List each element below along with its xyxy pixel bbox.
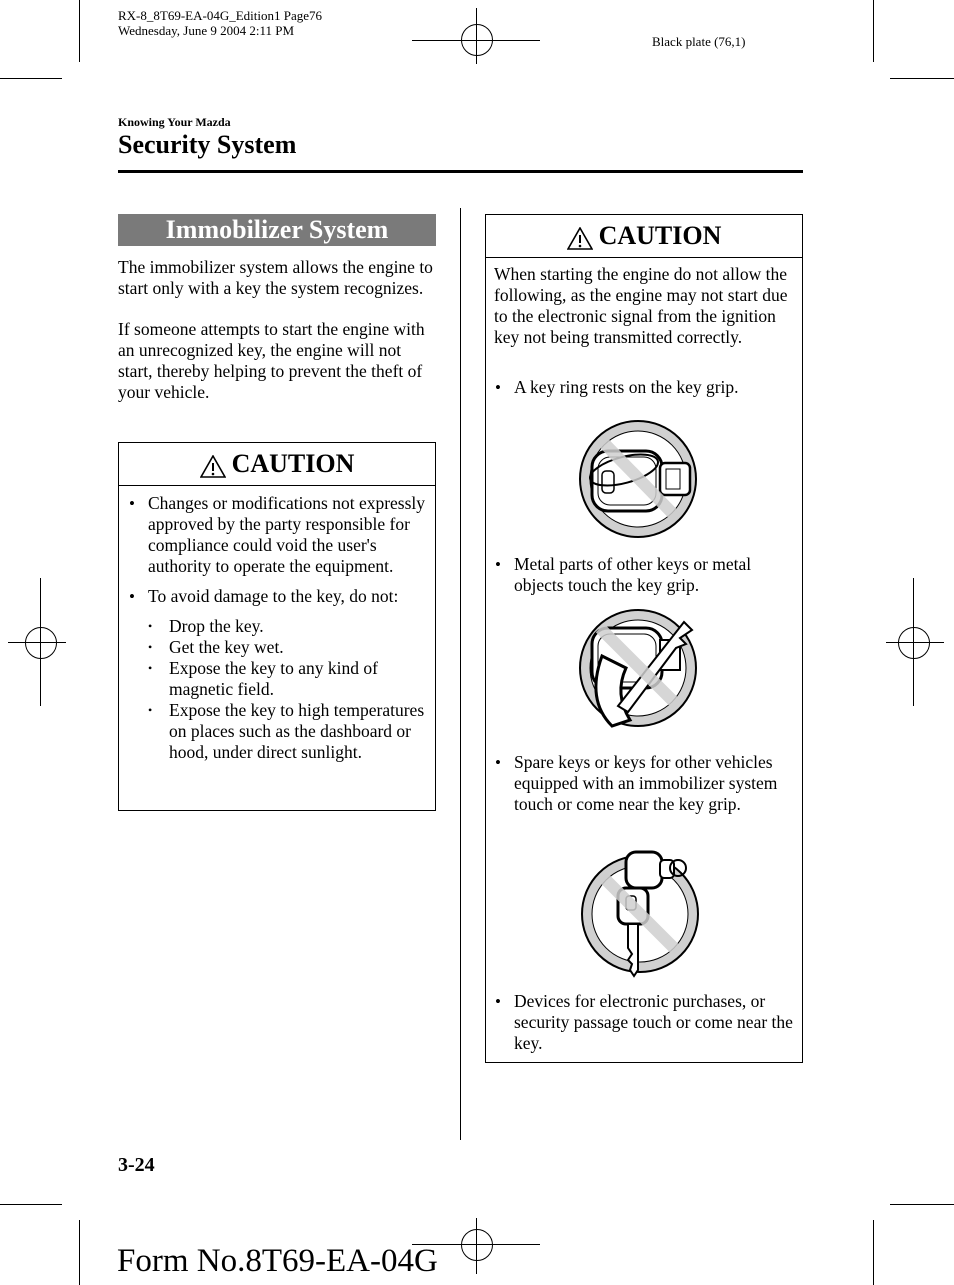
warning-triangle-icon xyxy=(567,227,593,250)
sub-item-heat: • Expose the key to high temperatures on places such as the dashboard or hood, under direct sunlight. xyxy=(148,700,429,763)
no-key-ring-illustration xyxy=(572,413,706,547)
caution-heading-right xyxy=(486,215,802,258)
caution-left-bullet-1-text: Changes or modifications not expressly approved by the party responsible for compliance could void the user's authority to operate the equipment. xyxy=(148,493,426,576)
caution-right-item-3-text: Spare keys or keys for other vehicles equipped with an immobilizer system touch or come near the key grip. xyxy=(514,752,778,814)
sub-item-wet: • Get the key wet. xyxy=(148,637,429,658)
print-header-line2: Wednesday, June 9 2004 2:11 PM xyxy=(118,23,295,38)
form-number: Form No.8T69-EA-04G xyxy=(117,1243,438,1279)
caution-box-left xyxy=(118,442,436,811)
caution-right-intro: When starting the engine do not allow the following, as the engine may not start due to the electronic signal from the ignition key not being transmitted correctly. xyxy=(494,264,788,347)
caution-right-item-2 xyxy=(485,554,797,605)
page-title: Security System xyxy=(118,130,297,159)
section-kicker: Knowing Your Mazda xyxy=(118,115,231,129)
page-number: 3-24 xyxy=(118,1154,155,1176)
column-divider xyxy=(460,208,461,1140)
caution-left-bullet-1 xyxy=(119,493,429,577)
caution-label-left: CAUTION xyxy=(231,449,355,478)
print-header xyxy=(118,8,322,38)
caution-left-bullet-2 xyxy=(119,586,429,763)
warning-triangle-icon xyxy=(200,455,226,478)
immobilizer-paragraph-2: If someone attempts to start the engine with an unrecognized key, the engine will not start, thereby helping to prevent the theft of your vehicle. xyxy=(118,319,425,402)
caution-heading-left xyxy=(119,443,435,486)
title-rule xyxy=(118,170,803,173)
plate-label: Black plate (76,1) xyxy=(652,34,746,49)
print-header-line1: RX-8_8T69-EA-04G_Edition1 Page76 xyxy=(118,8,323,23)
sub-item-magnetic: • Expose the key to any kind of magnetic field. xyxy=(148,658,429,700)
caution-right-item-1-text: A key ring rests on the key grip. xyxy=(514,377,739,397)
no-spare-keys-illustration xyxy=(576,846,706,980)
immobilizer-body xyxy=(118,257,440,423)
no-metal-contact-illustration xyxy=(572,608,706,742)
caution-right-item-3 xyxy=(485,752,797,824)
caution-left-bullet-2-text: To avoid damage to the key, do not: xyxy=(148,586,399,606)
caution-label-right: CAUTION xyxy=(598,221,722,250)
sub-item-drop: • Drop the key. xyxy=(148,616,429,637)
caution-right-item-1 xyxy=(485,377,797,407)
immobilizer-heading: Immobilizer System xyxy=(118,214,436,246)
immobilizer-paragraph-1: The immobilizer system allows the engine to start only with a key the system recognizes. xyxy=(118,257,433,298)
caution-right-item-4-text: Devices for electronic purchases, or security passage touch or come near the key. xyxy=(514,991,793,1053)
caution-right-item-4 xyxy=(485,991,797,1063)
caution-content-left xyxy=(119,486,435,763)
caution-right-item-2-text: Metal parts of other keys or metal objects touch the key grip. xyxy=(514,554,752,595)
